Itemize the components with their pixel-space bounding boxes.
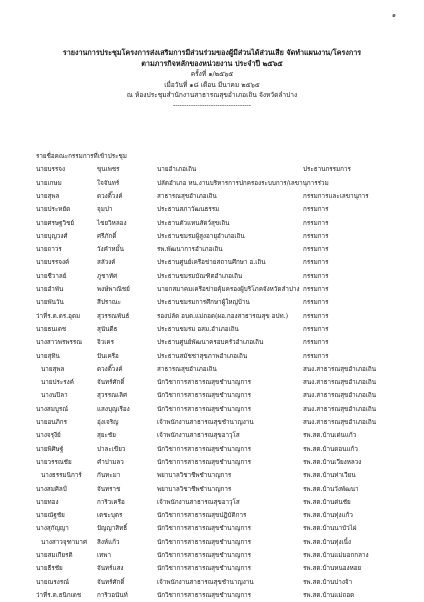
attendee-role: รพ.สต.บ้านเวียงหลวง <box>303 458 362 466</box>
attendee-last-name: การิวเครือ <box>97 498 125 506</box>
attendee-row <box>36 203 406 216</box>
attendee-last-name: จันทร์ศักดิ์ <box>97 379 125 387</box>
attendee-first-name: นายสุพล <box>36 193 60 200</box>
attendee-position: ประธานสมัชชาสุขภาพอำเภอเถิน <box>157 352 248 360</box>
attendee-first-name: นายถาวร <box>36 246 62 254</box>
attendee-position: ประธานตัวแทนสัตว์สุขเถิน <box>157 219 230 227</box>
attendee-role: รพ.สต.บ้านท่าเวียน <box>303 472 356 480</box>
attendee-last-name: สุวรรณพันธ์ <box>97 312 130 320</box>
attendee-role: กรรมการ <box>303 219 329 227</box>
attendee-row <box>36 389 406 402</box>
meeting-date: เมื่อวันที่ ๑๘ เดือน มีนาคม ๒๕๖๕ <box>164 80 260 89</box>
attendee-last-name: จุมปา <box>97 206 113 214</box>
attendee-first-name: นายบรรจง <box>36 166 66 174</box>
attendee-first-name: นางสมบูรณ์ <box>36 405 69 413</box>
attendee-first-name: นายสมเกียรติ <box>36 552 73 560</box>
attendee-row <box>36 177 406 190</box>
attendee-row <box>36 376 406 389</box>
attendee-first-name: นายประรงค์ <box>41 379 74 387</box>
attendee-role: รพ.สต.บ้านปางจ้า <box>303 578 353 586</box>
attendee-last-name: จันทราช <box>97 485 121 493</box>
attendee-last-name: ปัญญาสิทธิ์ <box>97 525 128 533</box>
attendee-first-name: นางนปิลา <box>41 392 68 400</box>
attendee-first-name: นายอนภิกร <box>36 419 67 427</box>
header-divider: ----------------------------------- <box>173 100 251 109</box>
attendee-position: สาธารณสุขอำเภอเถิน <box>157 365 217 373</box>
attendee-role: รพ.สต.บ้านวังพัฒนา <box>303 485 359 493</box>
attendee-list <box>36 163 406 602</box>
attendee-position: เจ้าพนักงานสาธารณสุขชำนาญงาน <box>157 419 254 427</box>
attendee-first-name: นางสุกัญญา <box>36 525 69 533</box>
attendee-first-name: นายธนเดช <box>36 325 67 333</box>
attendee-first-name: นางสาวพรพรรณ <box>36 339 83 347</box>
attendee-row <box>36 350 406 363</box>
attendee-row <box>36 456 406 469</box>
attendee-first-name: นายบรรจงค์ <box>36 259 70 267</box>
attendee-position: นักวิชาการสาธารณสุขชำนาญการ <box>157 525 252 533</box>
attendee-row <box>36 549 406 562</box>
attendee-role: กรรมการ <box>303 339 329 347</box>
attendee-last-name: จันทร์ศักดิ์ <box>97 578 125 586</box>
attendee-row <box>36 336 406 349</box>
attendee-row <box>36 283 406 296</box>
attendee-position: ประธานชมรมผู้สูงอายุอำเภอเถิน <box>157 232 245 240</box>
attendee-first-name: นายธีรชัย <box>36 565 63 573</box>
attendee-position: นักวิชาการสาธารณสุขชำนาญการ <box>157 458 252 466</box>
attendee-row <box>36 217 406 230</box>
attendee-last-name: ศรีภักดิ์ <box>97 232 117 240</box>
attendee-first-name: นายบุญวงศ์ <box>36 232 68 240</box>
attendee-row <box>36 310 406 323</box>
attendee-first-name: ว่าที่ร.ต.ดร.อุดม <box>36 312 81 320</box>
attendee-position: ประธานชมรมบัณฑิตอำเภอเถิน <box>157 272 243 280</box>
attendee-row <box>36 576 406 589</box>
attendee-role: สนง.สาธารณสุขอำเภอเถิน <box>303 405 377 413</box>
attendee-last-name: สีปราณะ <box>97 299 121 307</box>
attendee-row <box>36 256 406 269</box>
attendee-role: กรรมการ <box>303 246 329 254</box>
attendee-row <box>36 589 406 602</box>
attendee-last-name: เทพา <box>97 552 111 560</box>
attendee-row <box>36 536 406 549</box>
attendee-row <box>36 363 406 376</box>
attendee-position: รพ.พัฒนาการอำเภอเถิน <box>157 246 223 254</box>
attendee-role: รพ.สต.บ้านดอนแก้ว <box>303 445 358 453</box>
attendee-position: นักวิชาการสาธารณสุขชำนาญการ <box>157 538 252 546</box>
attendee-row <box>36 296 406 309</box>
attendee-first-name: นายทอง <box>36 498 59 506</box>
attendee-last-name: ขุนเพชร <box>97 166 120 174</box>
attendee-role: สนง.สาธารณสุขอำเภอเถิน <box>303 379 377 387</box>
attendee-role: รพ.สต.บ้านแม่มอกกลาง <box>303 552 369 560</box>
attendee-position: ประธานสภาวัฒนธรรม <box>157 206 220 214</box>
attendee-role: กรรมการ <box>303 325 329 333</box>
attendee-last-name: ดวงติ๊วงค์ <box>97 193 123 200</box>
attendee-first-name: นายวรรณชัย <box>36 458 72 466</box>
attendee-last-name: สลัวงค์ <box>97 259 116 267</box>
attendee-last-name: อุ่งเจริญ <box>97 419 119 427</box>
attendee-first-name: นายชีวาลย์ <box>36 272 67 280</box>
attendee-last-name: ไชยวิหลอง <box>97 219 127 227</box>
attendee-first-name: นายสุพล <box>41 365 65 373</box>
attendee-row <box>36 429 406 442</box>
attendee-position: นักวิชาการสาธารณสุขชำนาญการ <box>157 445 252 453</box>
attendee-position: นายอำเภอเถิน <box>157 166 197 174</box>
attendee-row <box>36 416 406 429</box>
attendee-row <box>36 562 406 575</box>
attendee-first-name: นางจรุงีย์ <box>36 432 61 440</box>
attendee-last-name: ดวงติ๊วงค์ <box>97 365 123 373</box>
attendee-first-name: นายอำพัน <box>36 286 64 294</box>
attendee-row <box>36 270 406 283</box>
attendee-last-name: สุวรรณเลิศ <box>97 392 127 400</box>
attendee-role: รพ.สต.บ้านทุ่งแก้ว <box>303 512 353 520</box>
attendee-last-name: สุนันดีธ <box>97 325 118 333</box>
attendee-first-name: นายณัฐชัย <box>36 512 65 520</box>
attendee-row <box>36 496 406 509</box>
attendee-first-name: นายสุทิน <box>36 352 60 360</box>
attendee-last-name: ใจจันทร์ <box>97 179 120 187</box>
attendee-role: กรรมการและเลขานุการ <box>303 193 369 200</box>
attendee-position: พยาบาลวิชาชีพชำนาญการ <box>157 472 232 480</box>
attendee-last-name: สุยะชัย <box>97 432 116 440</box>
attendee-row <box>36 163 406 176</box>
attendee-position: นักวิชาการสาธารณสุขชำนาญการ <box>157 392 252 400</box>
attendee-role: รพ.สต.บ้านเด่นแก้ว <box>303 432 357 440</box>
attendee-role: รพ.สต.บ้านแม่ถอด <box>303 591 355 599</box>
attendee-role: ประธานกรรมการ <box>303 166 351 174</box>
attendee-last-name: ปาละเขียว <box>97 445 126 453</box>
attendee-role: รพ.สต.บ้านต่นชัย <box>303 498 351 506</box>
attendee-position: ประธานชมรมการศึกษาผู้ใหญ่บ้าน <box>157 299 250 307</box>
attendee-last-name: จิวเคร <box>97 339 114 347</box>
attendee-role: กรรมการ <box>303 352 329 360</box>
attendee-row <box>36 403 406 416</box>
attendee-role: รพ.สต.บ้านหนองหอย <box>303 565 362 573</box>
attendee-position: พยาบาลวิชาชีพชำนาญการ <box>157 485 232 493</box>
attendee-role: สนง.สาธารณสุขอำเภอเถิน <box>303 419 377 427</box>
attendee-position: ประธานชมรม อสม.อำเภอเถิน <box>157 325 239 333</box>
document-header <box>0 47 424 109</box>
attendee-row <box>36 509 406 522</box>
attendee-position: นักวิชาการสาธารณสุขชำนาญการ <box>157 405 252 413</box>
attendee-row <box>36 483 406 496</box>
page-number: ๑ <box>391 11 396 19</box>
attendee-role: รพ.สต.บ้านทุ่งเนิ้ง <box>303 538 352 546</box>
attendee-position: นักวิชาการสาธารณสุขชำนาญการ <box>157 552 252 560</box>
attendee-first-name: นางธรรมนิการ์ <box>41 472 82 480</box>
attendee-first-name: นายศรษฐวิชย์ <box>36 219 75 227</box>
attendee-row <box>36 230 406 243</box>
attendee-last-name: สิงห์แก้ว <box>97 538 120 546</box>
attendee-first-name: นายเกษม <box>36 179 62 187</box>
attendee-last-name: เตชะบุตร <box>97 512 123 520</box>
attendee-last-name: แสงบุญเรือง <box>97 405 130 413</box>
attendee-row <box>36 443 406 456</box>
attendee-position: สาธารณสุขอำเภอเถิน <box>157 193 217 200</box>
meeting-session: ครั้งที่ ๑/๒๕๖๕ <box>190 70 234 78</box>
attendee-last-name: จันทร์แสง <box>97 565 124 573</box>
attendee-last-name: พงษ์พาณิชย์ <box>97 286 130 294</box>
attendee-row <box>36 522 406 535</box>
roster-heading: รายชื่อคณะกรรมการที่เข้าประชุม <box>36 153 127 160</box>
document-title-line1: รายงานการประชุมโครงการส่งเสริมการมีส่วนร่วมของผู้มีส่วนได้ส่วนเสีย จัดทำแผนงาน/โครงการ <box>62 48 362 57</box>
attendee-position: ประธานศูนย์เครือข่ายสถานศึกษา อ.เถิน <box>157 259 266 267</box>
attendee-first-name: นางสมศิลป์ <box>36 485 67 493</box>
attendee-row <box>36 323 406 336</box>
attendee-row <box>36 243 406 256</box>
attendee-row <box>36 469 406 482</box>
attendee-role: กรรมการ <box>303 206 329 214</box>
attendee-position: เจ้าพนักงานสาธารณสุขอาวุโส <box>157 432 240 440</box>
attendee-last-name: วังคำหมั้น <box>97 246 124 254</box>
attendee-position: นักวิชาการสาธารณสุขชำนาญการ <box>157 565 252 573</box>
attendee-first-name: นายประหยัด <box>36 206 71 214</box>
attendee-first-name: นางสาวจุฑามาศ <box>41 538 87 546</box>
attendee-position: ประธานศูนย์พัฒนาครอบครัวอำเภอเถิน <box>157 339 264 347</box>
attendee-last-name: กันทะมา <box>97 472 121 480</box>
attendee-position: นักวิชาการสาธารณสุขชำนาญการ <box>157 591 252 599</box>
attendee-first-name: ว่าที่ร.ต.ธนิกเดช <box>36 591 82 599</box>
attendee-row <box>36 190 406 203</box>
attendee-first-name: นายณรงรณ์ <box>36 578 70 586</box>
attendee-role: กรรมการ <box>303 299 329 307</box>
attendee-position: นักวิชาการสาธารณสุขชำนาญการ <box>157 379 252 387</box>
attendee-position: นักวิชาการสาธารณสุขปฏิบัติการ <box>157 512 247 520</box>
attendee-position: รองปลัด อบต.แม่ถอด(ผอ.กองสาธารณสุข อปท.) <box>157 312 289 320</box>
attendee-last-name: ปันเครือ <box>97 352 119 360</box>
attendee-role: กรรมการ <box>303 272 329 280</box>
attendee-position: นายกสมาคมเครือข่ายคุ้มครองผู้บริโภคจังหวัดลำปาง <box>157 286 300 294</box>
attendee-last-name: การิวอนันท์ <box>97 591 128 599</box>
attendee-role: กรรมการ <box>303 259 329 267</box>
attendee-roster <box>36 151 406 602</box>
attendee-first-name: นายพิศิษฐ์ <box>36 445 64 453</box>
attendee-role: กรรมการ <box>303 312 329 320</box>
meeting-place: ณ ห้องประชุมสำนักงานสาธารณสุขอำเภอเถิน จังหวัดลำปาง <box>126 91 298 99</box>
document-title-line2: ตามภารกิจหลักของหน่วยงาน ประจำปี ๒๕๖๕ <box>141 59 283 68</box>
attendee-last-name: ภูชาทัศ <box>97 272 118 280</box>
attendee-role: กรรมการ <box>303 232 329 240</box>
attendee-role: สนง.สาธารณสุขอำเภอเถิน <box>303 392 377 400</box>
attendee-position: เจ้าพนักงานสาธารณสุขชำนาญงาน <box>157 578 254 586</box>
attendee-last-name: คำปามลว <box>97 458 124 466</box>
attendee-first-name: นายพันวัน <box>36 299 64 307</box>
attendee-role: กรรมการ <box>303 286 329 294</box>
attendee-position: ปลัดอำเภอ หน.งานบริหารการปกครองระบบการ/เลขานุการร่วม <box>157 179 329 187</box>
attendee-role: สนง.สาธารณสุขอำเภอเถิน <box>303 365 377 373</box>
attendee-position: เจ้าพนักงานสาธารณสุขอาวุโส <box>157 498 240 506</box>
attendee-role: รพ.สต.บ้านนาบัวไผ่ <box>303 525 357 533</box>
